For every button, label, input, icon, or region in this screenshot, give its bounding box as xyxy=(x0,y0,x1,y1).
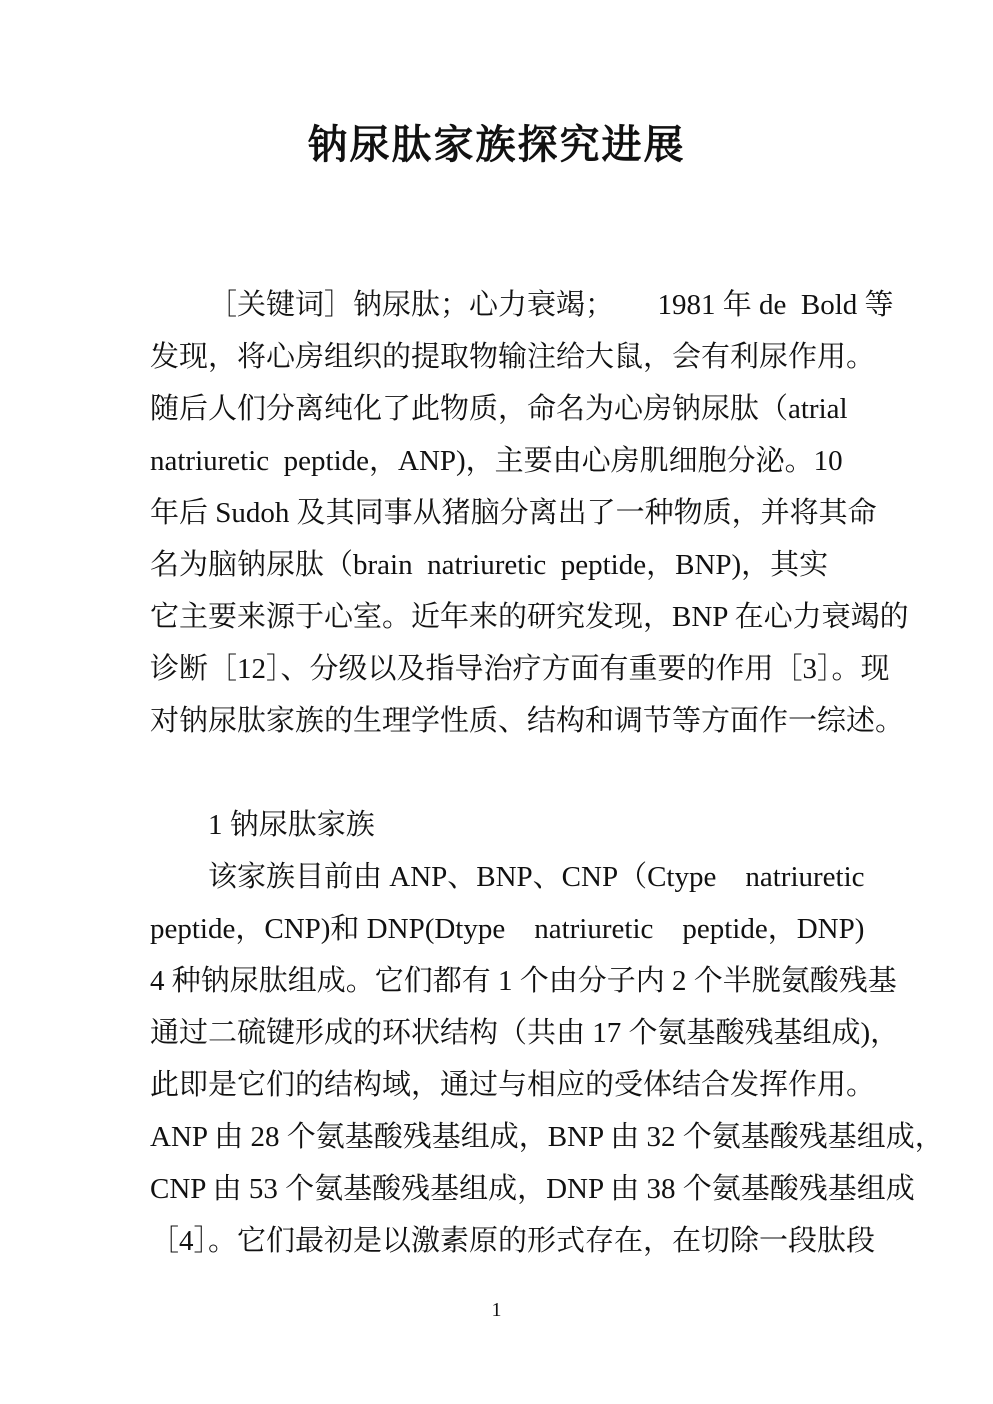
text-line: 通过二硫键形成的环状结构（共由 17 个氨基酸残基组成)， xyxy=(150,1017,900,1049)
text-line: ［关键词］钠尿肽；心力衰竭； 1981 年 de Bold 等 xyxy=(208,289,894,321)
text-line: ANP 由 28 个氨基酸残基组成，BNP 由 32 个氨基酸残基组成， xyxy=(150,1121,944,1153)
text-line: CNP 由 53 个氨基酸残基组成，DNP 由 38 个氨基酸残基组成 xyxy=(150,1173,915,1205)
text-line: 发现，将心房组织的提取物输注给大鼠，会有利尿作用。 xyxy=(150,341,876,373)
text-line: 对钠尿肽家族的生理学性质、结构和调节等方面作一综述。 xyxy=(150,705,905,737)
text-line: 它主要来源于心室。近年来的研究发现，BNP 在心力衰竭的 xyxy=(150,601,909,633)
text-line: 4 种钠尿肽组成。它们都有 1 个由分子内 2 个半胱氨酸残基 xyxy=(150,965,897,997)
text-line: 诊断［12］、分级以及指导治疗方面有重要的作用［3］。现 xyxy=(150,653,890,685)
section-1 xyxy=(150,799,944,1267)
text-line: 随后人们分离纯化了此物质，命名为心房钠尿肽（atrial xyxy=(150,393,848,425)
text-line: 名为脑钠尿肽（brain natriuretic peptide，BNP)，其实 xyxy=(150,549,829,581)
text-line: 该家族目前由 ANP、BNP、CNP（Ctype natriuretic xyxy=(208,861,865,893)
text-line: 年后 Sudoh 及其同事从猪脑分离出了一种物质，并将其命 xyxy=(150,497,877,529)
section-heading: 1 钠尿肽家族 xyxy=(208,809,375,841)
text-line: peptide，CNP)和 DNP(Dtype natriuretic peptide，DNP) xyxy=(150,913,865,945)
text-line: ［4］。它们最初是以激素原的形式存在，在切除一段肽段 xyxy=(150,1225,876,1257)
page-title: 钠尿肽家族探究进展 xyxy=(307,122,686,167)
page-number: 1 xyxy=(491,1299,502,1321)
text-line: 此即是它们的结构域，通过与相应的受体结合发挥作用。 xyxy=(150,1069,876,1101)
abstract-paragraph xyxy=(150,279,909,747)
text-line: natriuretic peptide，ANP)，主要由心房肌细胞分泌。10 xyxy=(150,445,843,477)
